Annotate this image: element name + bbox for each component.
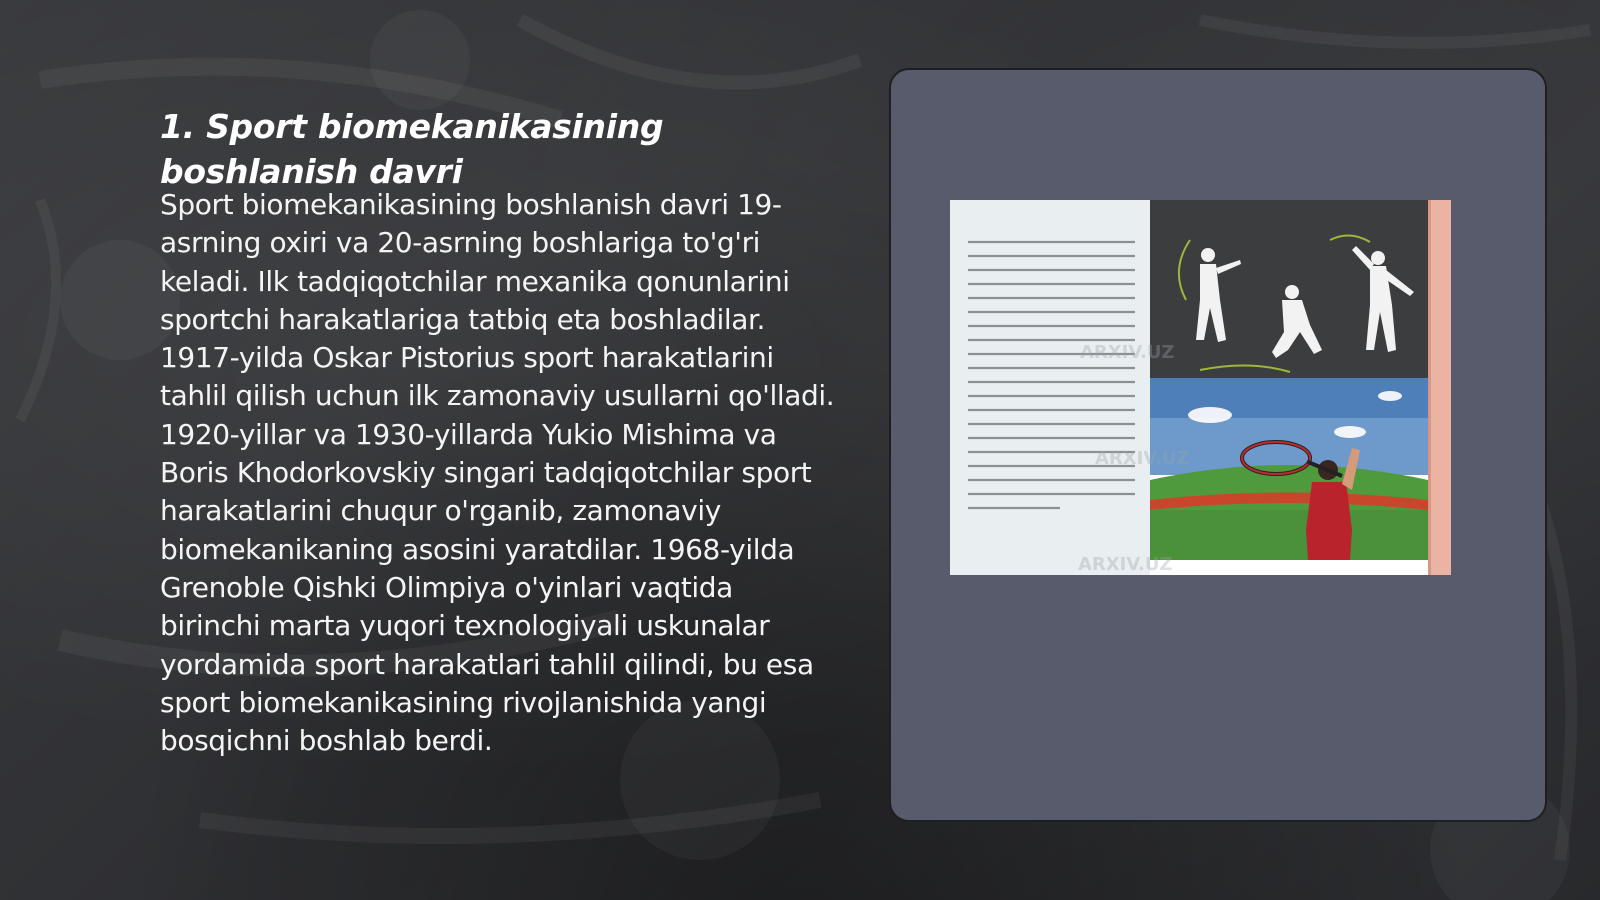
- sports-collage-image: [950, 200, 1451, 575]
- watermark-text: ARXIV.UZ: [1095, 448, 1190, 469]
- slide-title: 1. Sport biomekanikasining boshlanish davri: [160, 107, 664, 191]
- slide-body-text: Sport biomekanikasining boshlanish davri 19-asrning oxiri va 20-asrning boshlariga to'g'ri keladi. Ilk tadqiqotchilar mexanika qonunlarini sportchi harakatlariga tatbiq eta boshladilar. 1917-yilda Oskar Pistorius sport harakatlarini tahlil qilish uchun ilk zamonaviy usullarni qo'lladi. 1920-yillar va 1930-yillarda Yukio Mishima va Boris Khodorkovskiy singari tadqiqotchilar sport harakatlarini chuqur o'rganib, zamonaviy biomekanikaning asosini yaratdilar. 1968-yilda Grenoble Qishki Olimpiya o'yinlari vaqtida birinchi marta yuqori texnologiyali uskunalar yordamida sport harakatlari tahlil qilindi, bu esa sport biomekanikasining rivojlanishida yangi bosqichni boshlab berdi.: [160, 188, 835, 758]
- watermark-text: ARXIV.UZ: [1080, 342, 1175, 363]
- watermark-text: ARXIV.UZ: [1078, 554, 1173, 575]
